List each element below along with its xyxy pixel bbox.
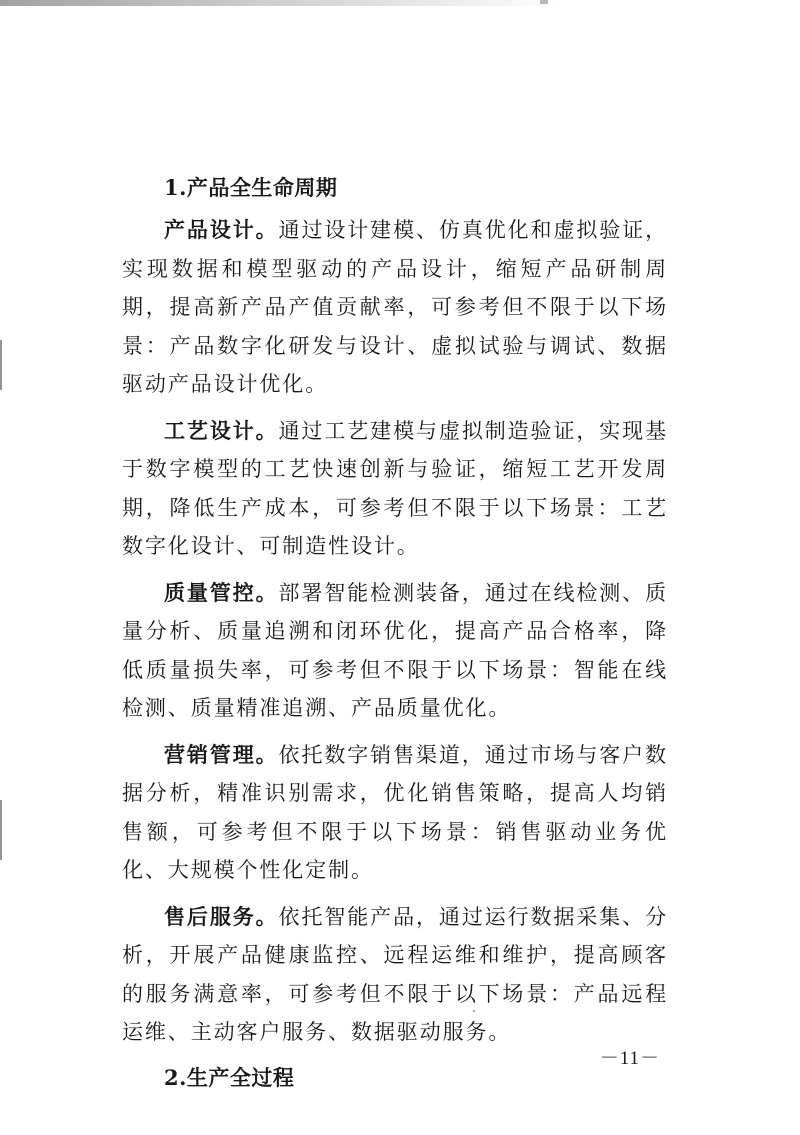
paragraph-text: 通过工艺建模与虚拟制造验证，实现基于数字模型的工艺快速创新与验证，缩短工艺开发周期，降低生产成本，可参考但不限于以下场景：工艺数字化设计、可制造性设计。 xyxy=(122,418,668,558)
scan-speck xyxy=(473,1010,475,1012)
section-title: 2.生产全过程 xyxy=(164,1064,295,1090)
document-page xyxy=(122,170,668,1101)
paragraph-text: 依托数字销售渠道，通过市场与客户数据分析，精准识别需求，优化销售策略，提高人均销售额，可参考但不限于以下场景：销售驱动业务优化、大规模个性化定制。 xyxy=(122,742,668,882)
paragraph-text: 部署智能检测装备，通过在线检测、质量分析、质量追溯和闭环优化，提高产品合格率，降低质量损失率，可参考但不限于以下场景：智能在线检测、质量精准追溯、产品质量优化。 xyxy=(122,580,668,720)
paragraph-process-design xyxy=(122,412,668,566)
paragraph-lead: 质量管控。 xyxy=(164,579,279,605)
scan-mark xyxy=(540,0,548,4)
section-title: 1.产品全生命周期 xyxy=(164,175,338,200)
paragraph-text: 依托智能产品，通过运行数据采集、分析，开展产品健康监控、远程运维和维护，提高顾客的服务满意率，可参考但不限于以下场景：产品远程运维、主动客户服务、数据驱动服务。 xyxy=(122,904,668,1044)
paragraph-product-design xyxy=(122,211,668,404)
paragraph-lead: 营销管理。 xyxy=(164,741,279,767)
paragraph-lead: 工艺设计。 xyxy=(164,417,279,443)
paragraph-text: 通过设计建模、仿真优化和虚拟验证，实现数据和模型驱动的产品设计，缩短产品研制周期，提高新产品产值贡献率，可参考但不限于以下场景：产品数字化研发与设计、虚拟试验与调试、数据驱动产品设计优化。 xyxy=(122,218,668,396)
paragraph-lead: 产品设计。 xyxy=(164,217,279,242)
page-number: －11－ xyxy=(599,1048,660,1069)
scan-edge-artifact xyxy=(0,0,560,6)
paragraph-quality-control xyxy=(122,574,668,728)
scan-margin-line xyxy=(0,340,2,390)
scan-margin-line xyxy=(0,800,2,860)
paragraph-marketing xyxy=(122,736,668,890)
paragraph-after-sales xyxy=(122,898,668,1052)
paragraph-lead: 售后服务。 xyxy=(164,903,279,929)
